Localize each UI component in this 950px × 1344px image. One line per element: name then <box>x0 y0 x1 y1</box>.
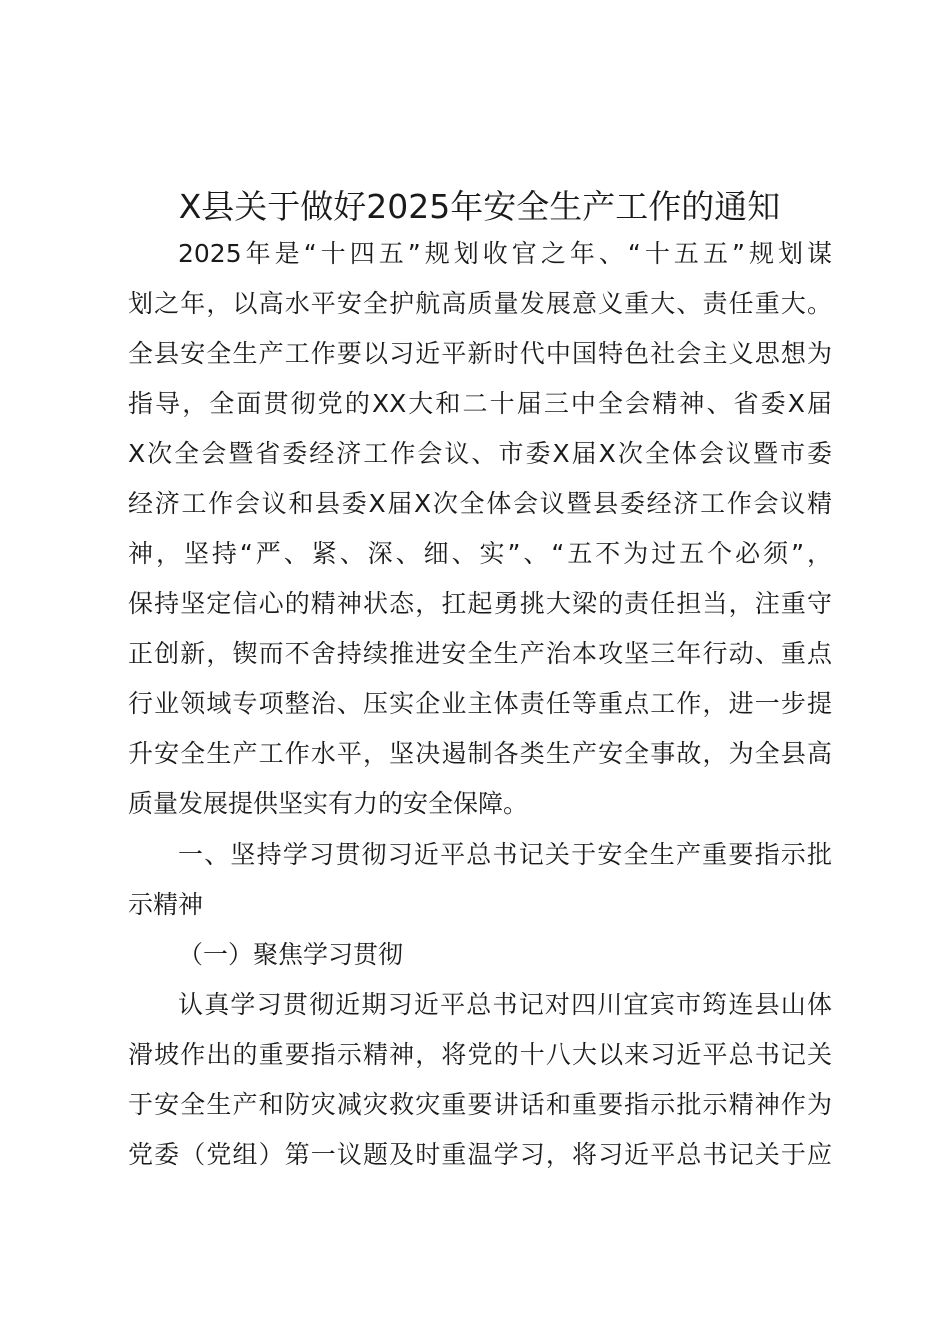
paragraph-line: 2025年是“十四五”规划收官之年、“十五五”规划谋 <box>178 239 832 268</box>
paragraph-line: 神，坚持“严、紧、深、细、实”、“五不为过五个必须”， <box>128 539 832 568</box>
paragraph-line: 党委（党组）第一议题及时重温学习，将习近平总书记关于应 <box>128 1140 832 1169</box>
section-heading-line: 一、坚持学习贯彻习近平总书记关于安全生产重要指示批 <box>178 840 832 869</box>
document-title: X县关于做好2025年安全生产工作的通知 <box>178 187 781 226</box>
paragraph-line: 指导，全面贯彻党的XX大和二十届三中全会精神、省委X届 <box>128 389 832 418</box>
paragraph-line: 全县安全生产工作要以习近平新时代中国特色社会主义思想为 <box>128 339 832 368</box>
paragraph-line: 划之年，以高水平安全护航高质量发展意义重大、责任重大。 <box>128 289 832 318</box>
paragraph-line: 认真学习贯彻近期习近平总书记对四川宜宾市筠连县山体 <box>178 990 832 1019</box>
paragraph-line: 于安全生产和防灾减灾救灾重要讲话和重要指示批示精神作为 <box>128 1090 832 1119</box>
paragraph-line: 升安全生产工作水平，坚决遏制各类生产安全事故，为全县高 <box>128 739 832 768</box>
paragraph-line: 行业领域专项整治、压实企业主体责任等重点工作，进一步提 <box>128 689 832 718</box>
section-heading-line: 示精神 <box>128 890 204 919</box>
paragraph-line: 质量发展提供坚实有力的安全保障。 <box>128 789 529 818</box>
paragraph-line: X次全会暨省委经济工作会议、市委X届X次全体会议暨市委 <box>128 439 832 468</box>
paragraph-line: 滑坡作出的重要指示精神，将党的十八大以来习近平总书记关 <box>128 1040 832 1069</box>
paragraph-line: 经济工作会议和县委X届X次全体会议暨县委经济工作会议精 <box>128 489 832 518</box>
paragraph-line: 保持坚定信心的精神状态，扛起勇挑大梁的责任担当，注重守 <box>128 589 832 618</box>
paragraph-line: 正创新，锲而不舍持续推进安全生产治本攻坚三年行动、重点 <box>128 639 832 668</box>
subsection-heading: （一）聚焦学习贯彻 <box>178 940 404 969</box>
